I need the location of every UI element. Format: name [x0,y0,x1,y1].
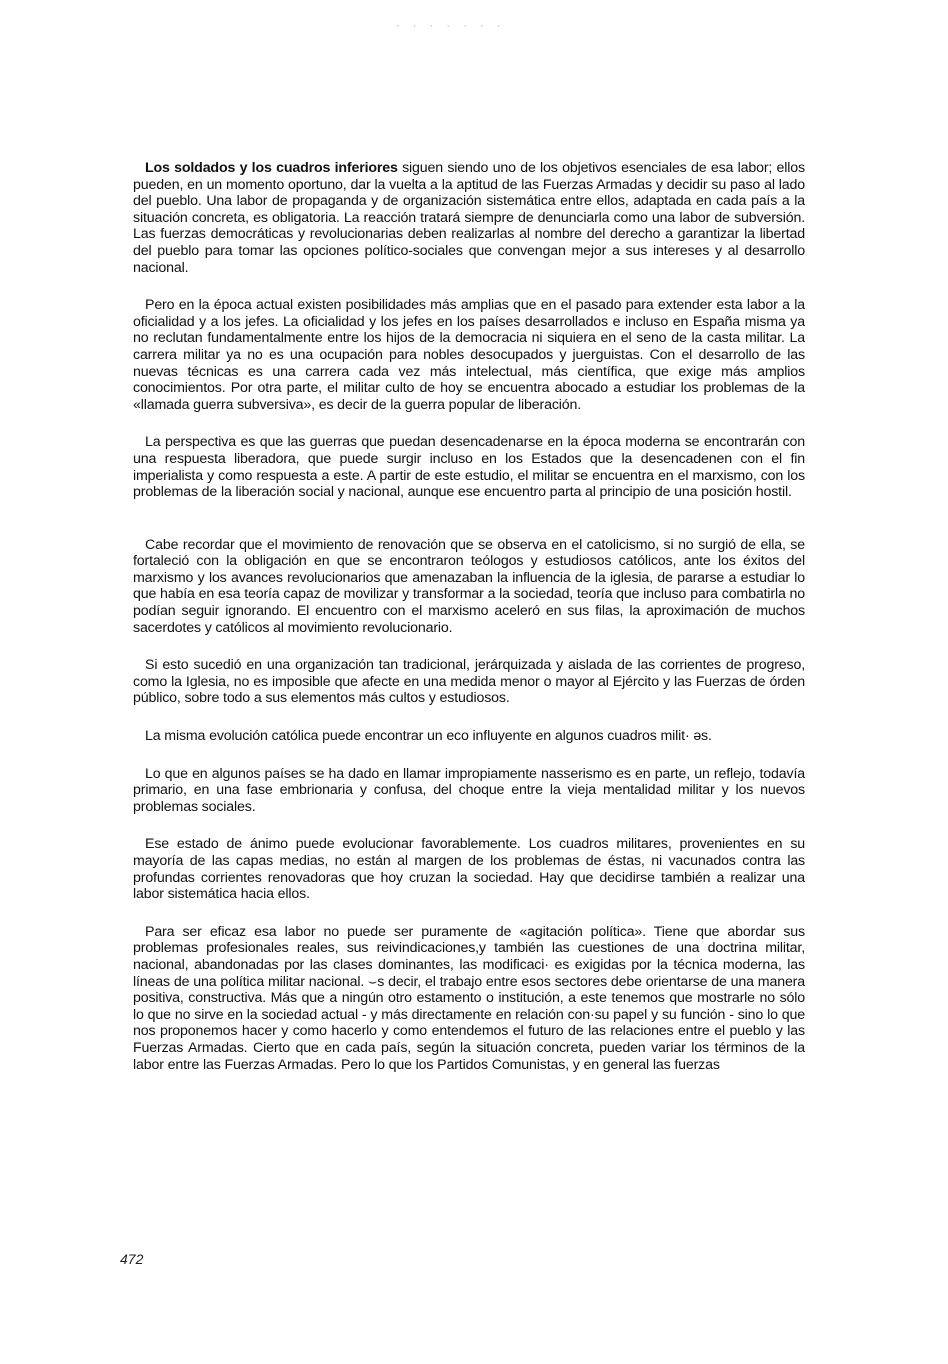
paragraph-4-text: Cabe recordar que el movimiento de renovación que se observa en el catolicismo, si no surgió de ella, se fortaleció con la obligación en que se encontraron teólogos y estudiosos católicos, ante los éxitos del marxismo y los avances revolucionarios que amenazaban la influencia de la iglesia, de pararse a estudiar lo que había en esa teoría capaz de movilizar y transformar a la sociedad, teoría que incluso para combatirla no podían seguir ignorando. El encuentro con el marxismo aceleró en sus filas, la aproximación de muchos sacerdotes y católicos al movimiento revolucionario. [133,536,805,636]
paragraph-1 [133,160,805,276]
paragraph-4 [133,537,805,637]
scan-artifact-mark: · · · · · · · [395,22,505,32]
paragraph-5-text: Si esto sucedió en una organización tan tradicional, jerárquizada y aislada de las corrientes de progreso, como la Iglesia, no es imposible que afecte en una medida menor o mayor al Ejército y las Fuerzas de órden público, sobre todo a sus elementos más cultos y estudiosos. [133,657,805,707]
paragraph-5 [133,657,805,707]
paragraph-3 [133,434,805,500]
paragraph-1-text: siguen siendo uno de los objetivos esenciales de esa labor; ellos pueden, en un momento oportuno, dar la vuelta a la aptitud de las Fuerzas Armadas y decidir su paso al lado del pueblo. Una labor de propaganda y de organización sistemática entre ellos, adaptada en cada país a la situación concreta, es obligatoria. La reacción tratará siempre de denunciarla como una labor de subversión. Las fuerzas democráticas y revolucionarias deben realizarlas al nombre del derecho a garantizar la libertad del pueblo para tomar las opciones político-sociales que convengan mejor a sus intereses y al desarrollo nacional. [133,160,805,276]
paragraph-9 [133,924,805,1073]
paragraph-1-lead: Los soldados y los cuadros inferiores [145,160,398,176]
paragraph-7 [133,766,805,816]
paragraph-9-text: Para ser eficaz esa labor no puede ser puramente de «agitación política». Tiene que abordar sus problemas profesionales reales, sus reivindicaciones,y también las cuestiones de una doctrina militar, nacional, abandonadas por las clases dominantes, las modificaci· es exigidas por la técnica moderna, las líneas de una política militar nacional. ⌣s decir, el trabajo entre esos sectores debe orientarse de una manera positiva, constructiva. Más que a ningún otro estamento o institución, a este tenemos que mostrarle no sólo lo que no sirve en la sociedad actual - y más directamente en relación con·su papel y su función - sino lo que nos proponemos hacer y como hacerlo y como entendemos el futuro de las relaciones entre el pueblo y las Fuerzas Armadas. Cierto que en cada país, según la situación concreta, pueden variar los términos de la labor entre las Fuerzas Armadas. Pero lo que los Partidos Comunistas, y en general las fuerzas [133,923,805,1073]
paragraph-6 [133,728,805,745]
body-text [133,160,805,1094]
paragraph-6-text: La misma evolución católica puede encontrar un eco influyente en algunos cuadros milit· əs. [145,728,712,745]
paragraph-8-text: Ese estado de ánimo puede evolucionar favorablemente. Los cuadros militares, provenientes en su mayoría de las capas medias, no están al margen de los problemas de éstas, ni vacunados contra las profundas corrientes renovadoras que hoy cruzan la sociedad. Hay que decidirse también a realizar una labor sistemática hacia ellos. [133,836,805,903]
paragraph-3-text: La perspectiva es que las guerras que puedan desencadenarse en la época moderna se encontrarán con una respuesta liberadora, que puede surgir incluso en los Estados que la desencadenen con el fin imperialista y como respuesta a este. A partir de este estudio, el militar se encuentra en el marxismo, con los problemas de la liberación social y nacional, aunque ese encuentro parta al principio de una posición hostil. [133,434,805,501]
paragraph-8 [133,836,805,902]
paragraph-2-text: Pero en la época actual existen posibilidades más amplias que en el pasado para extender esta labor a la oficialidad y a los jefes. La oficialidad y los jefes en los países desarrollados e incluso en España misma ya no reclutan fundamentalmente entre los hijos de la democracia ni siquiera en el seno de la casta militar. La carrera militar ya no es una ocupación para nobles desocupados y juerguistas. Con el desarrollo de las nuevas técnicas es una carrera cada vez más intelectual, más científica, que exige más amplios conocimientos. Por otra parte, el militar culto de hoy se encuentra abocado a estudiar los problemas de la «llamada guerra subversiva», es decir de la guerra popular de liberación. [133,297,805,413]
page-number: 472 [120,1251,144,1267]
paragraph-2 [133,297,805,413]
paragraph-7-text: Lo que en algunos países se ha dado en llamar impropiamente nasserismo es en parte, un reflejo, todavía primario, en una fase embrionaria y confusa, del choque entre la vieja mentalidad militar y los nuevos problemas sociales. [133,765,805,815]
